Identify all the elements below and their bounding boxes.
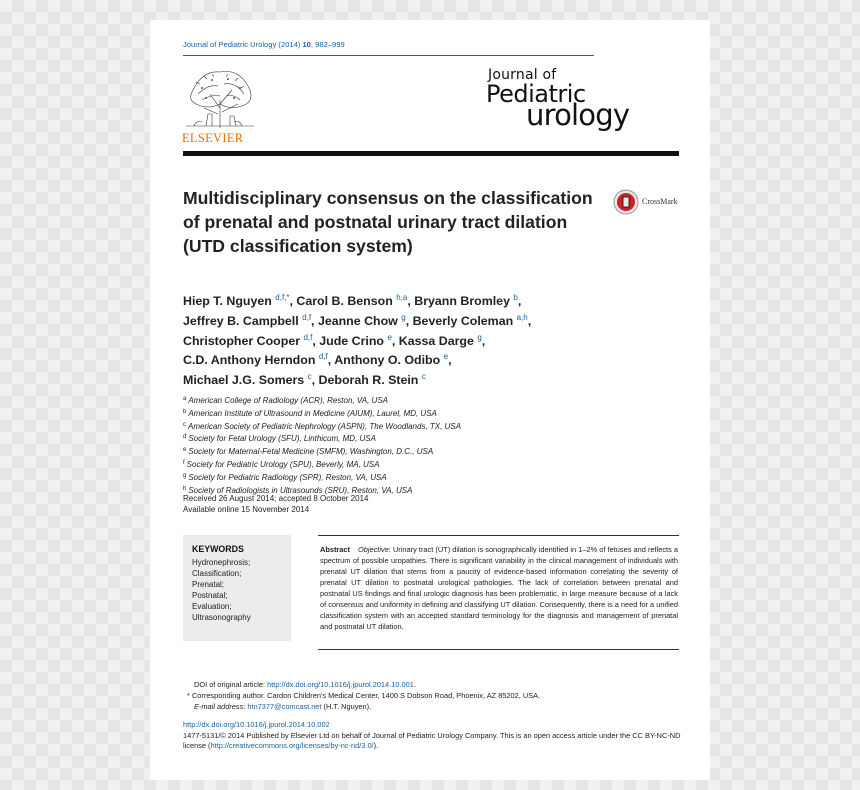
doi-original-link[interactable]: http://dx.doi.org/10.1016/j.jpurol.2014.10.001 bbox=[267, 680, 414, 689]
email-link[interactable]: htn7377@comcast.net bbox=[247, 702, 322, 711]
journal-logo bbox=[486, 67, 686, 131]
affiliation-list bbox=[183, 394, 623, 496]
affiliation-item: $^d$ Society for Fetal Urology (SFU), Linthicum, MD, USA bbox=[183, 434, 376, 444]
article-doi-link[interactable]: http://dx.doi.org/10.1016/j.jpurol.2014.10.002 bbox=[183, 720, 330, 729]
objective-label: Objective bbox=[357, 545, 389, 554]
doi-note: DOI of original article: http://dx.doi.org/10.1016/j.jpurol.2014.10.001. bbox=[194, 680, 416, 689]
author-line: Hiep T. Nguyen $^{d,f,*}$, Carol B. Benson $^{h,a}$, Bryann Bromley $^b$, bbox=[183, 293, 522, 308]
journal-logo-line2: Pediatric bbox=[486, 80, 586, 108]
article-title: Multidisciplinary consensus on the classification of prenatal and postnatal urinary tract dilation (UTD classification system) bbox=[183, 188, 593, 256]
license-link[interactable]: http://creativecommons.org/licenses/by-nc-nd/3.0/ bbox=[210, 741, 374, 750]
affiliation-item: $^h$ Society of Radiologists in Ultrasounds (SRU), Reston, VA, USA bbox=[183, 485, 413, 495]
crossmark-label[interactable]: CrossMark bbox=[642, 197, 678, 206]
elsevier-wordmark: ELSEVIER bbox=[182, 131, 244, 145]
article-footer bbox=[183, 720, 683, 752]
abstract-text: : Urinary tract (UT) dilation is sonographically identified in 1–2% of fetuses and reflects a spectrum of possible uropathies. There is significant variability in the clinical management of individuals with prenatal UT dilation that stems from a paucity of evidence-based information correlating the severity of prenatal UT dilation to postnatal urological pathologies. The lack of correlation between prenatal and postnatal US findings and final urologic diagnosis has been problematic, in large measure because of a lack of consensus and uniformity in defining and classifying UT dilation. Consequently, there is a need for a unified classification system with an accepted standard terminology for the diagnosis and management of prenatal and postnatal UT dilation. bbox=[320, 545, 678, 631]
affiliation-item: $^f$ Society for Pediatric Urology (SPU), Beverly, MA, USA bbox=[183, 459, 380, 469]
author-line: Jeffrey B. Campbell $^{d,f}$, Jeanne Chow $^g$, Beverly Coleman $^{a,h}$, bbox=[183, 312, 532, 328]
received-date: Received 26 August 2014; accepted 8 October 2014 bbox=[183, 494, 369, 503]
online-date: Available online 15 November 2014 bbox=[183, 505, 310, 514]
affiliation-item: $^e$ Society for Maternal-Fetal Medicine (SMFM), Washington, D.C., USA bbox=[183, 447, 434, 457]
keyword-item: Classification; bbox=[192, 569, 242, 578]
abstract-label: Abstract bbox=[320, 545, 350, 554]
article-dates bbox=[183, 493, 483, 515]
affiliation-item: $^g$ Society for Pediatric Radiology (SPR), Reston, VA, USA bbox=[183, 472, 387, 482]
author-line: Michael J.G. Somers $^c$, Deborah R. Stein $^c$ bbox=[183, 372, 426, 388]
footnotes bbox=[183, 679, 663, 712]
keyword-item: Ultrasonography bbox=[192, 613, 251, 622]
header-rule bbox=[183, 55, 594, 56]
corresponding-author-note: * Corresponding author. Cardon Children's Medical Center, 1400 S Dobson Road, Phoenix, AZ 85202, USA. bbox=[187, 691, 541, 700]
affiliation-item: $^a$ American College of Radiology (ACR), Reston, VA, USA bbox=[183, 396, 388, 405]
author-line: Christopher Cooper $^{d,f}$, Jude Crino $^e$, Kassa Darge $^g$, bbox=[183, 332, 486, 348]
author-line: C.D. Anthony Herndon $^{d,f}$, Anthony O. Odibo $^e$, bbox=[183, 352, 452, 368]
affiliation-item: $^b$ American Institute of Ultrasound in Medicine (AIUM), Laurel, MD, USA bbox=[183, 408, 437, 418]
abstract-top-rule bbox=[318, 535, 679, 536]
keyword-item: Evaluation; bbox=[192, 602, 232, 611]
author-list bbox=[183, 290, 623, 389]
title-rule bbox=[183, 151, 679, 156]
copyright-notice: 1477-5131/© 2014 Published by Elsevier Ltd on behalf of Journal of Pediatric Urology Company. This is an open access article under the CC BY-NC-ND license (http://creativecommons.org/licenses/by-nc-nd/3.0/). bbox=[183, 730, 681, 750]
keyword-item: Postnatal; bbox=[192, 591, 228, 600]
keywords-heading: KEYWORDS bbox=[192, 544, 244, 554]
abstract-bottom-rule bbox=[318, 649, 679, 650]
email-note: E-mail address: htn7377@comcast.net (H.T. Nguyen). bbox=[194, 702, 372, 711]
journal-logo-line3: urology bbox=[526, 98, 630, 132]
keyword-item: Prenatal; bbox=[192, 580, 225, 589]
journal-logo-line1: Journal of bbox=[488, 67, 557, 83]
affiliation-item: $^c$ American Society of Pediatric Nephrology (ASPN), The Woodlands, TX, USA bbox=[183, 421, 461, 431]
keyword-item: Hydronephrosis; bbox=[192, 558, 251, 567]
abstract bbox=[320, 544, 678, 632]
keywords-list bbox=[192, 557, 251, 623]
journal-reference[interactable]: Journal of Pediatric Urology (2014) 10, 982–999 bbox=[183, 40, 345, 49]
